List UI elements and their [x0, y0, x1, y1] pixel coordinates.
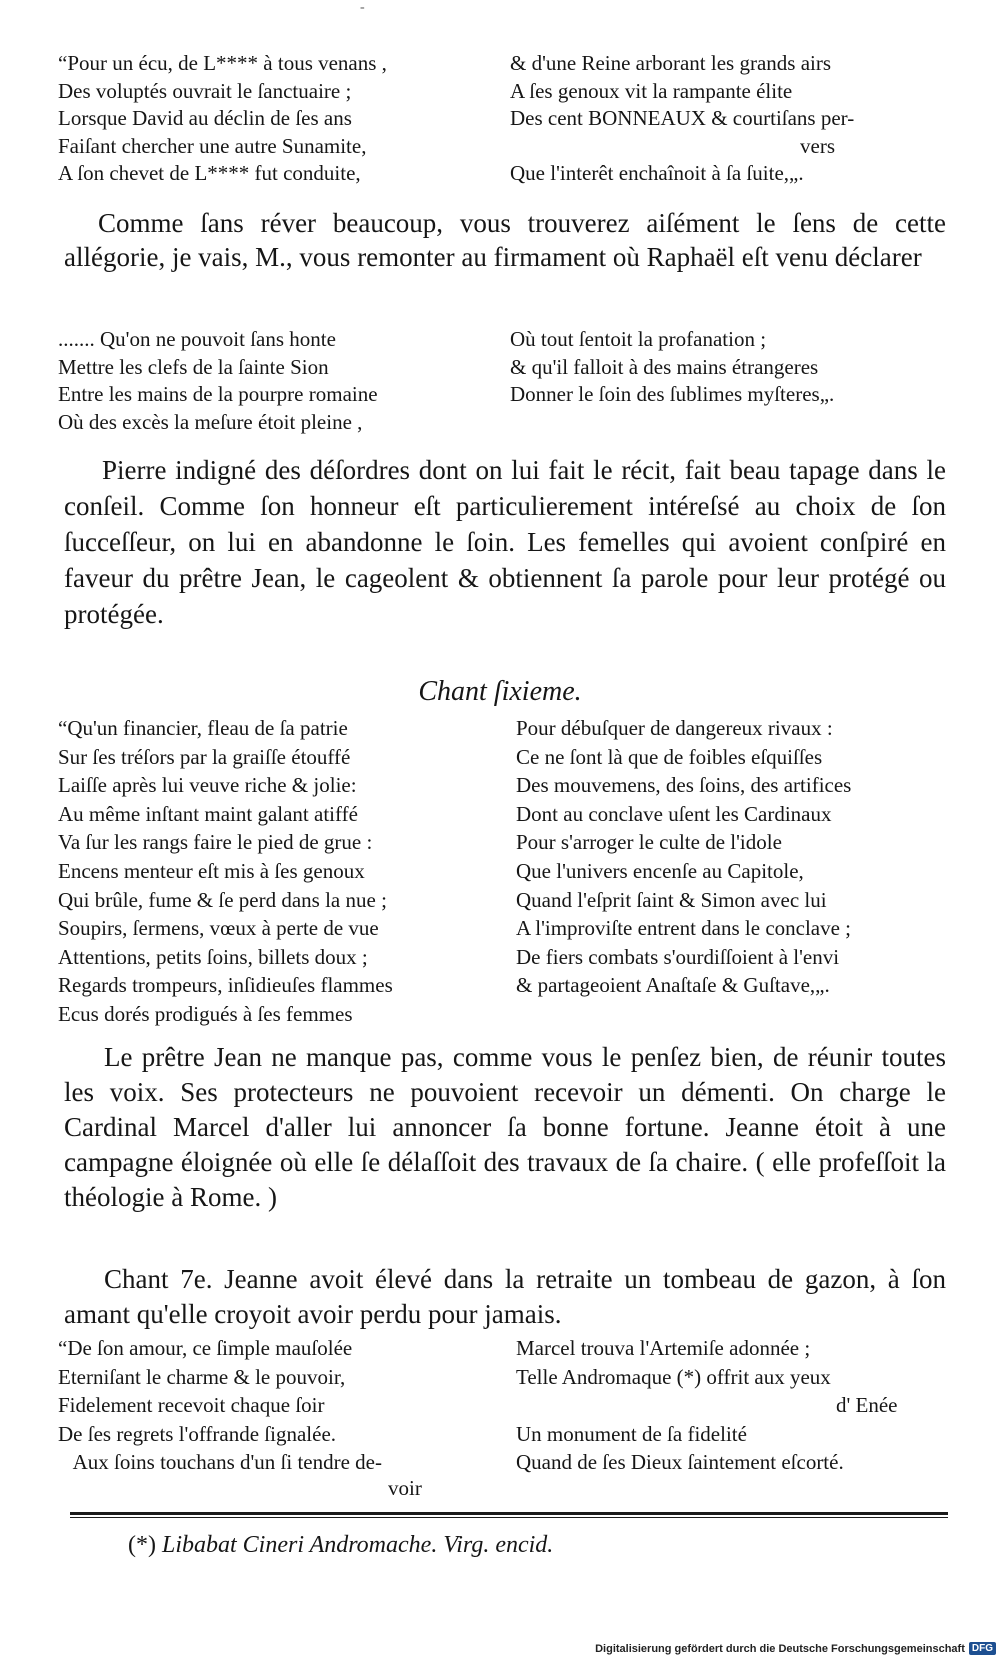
footnote — [128, 1532, 553, 1559]
verse-line: Qui brûle, fume & ſe perd dans la nue ; — [58, 887, 387, 912]
verse-column-right — [510, 50, 938, 188]
verse-line: voir — [388, 1476, 422, 1499]
verse-line: Encens menteur eſt mis à ſes genoux — [58, 858, 365, 883]
verse-column-right — [510, 326, 938, 436]
prose-text: Comme ſans réver beaucoup, vous trouverez aiſément le ſens de cette allégorie, je vais, M., vous remonter au firmament où Raphaël eſt venu déclarer — [64, 208, 946, 272]
footnote-mark: (*) — [128, 1532, 156, 1558]
verse-line: “Pour un écu, de L**** à tous venans , — [58, 51, 387, 75]
verse-line: A l'improviſte entrent dans le conclave ; — [516, 916, 852, 941]
footnote-text: Libabat Cineri Andromache. Virg. encid. — [161, 1532, 554, 1558]
prose-text: Le prêtre Jean ne manque pas, comme vous le penſez bien, de réunir toutes les voix. Ses protecteurs ne pouvoient recevoir un démenti. On charge le Cardinal Marcel d'aller lui annoncer ſa bonne fortune. Jeanne étoit à une campagne éloignée où elle ſe délaſſoit des travaux de ſa chaire. ( elle profeſſoit la théologie à Rome. ) — [64, 1042, 946, 1212]
verse-line: Donner le ſoin des ſublimes myſteres„. — [510, 382, 835, 407]
prose-text: Chant 7e. Jeanne avoit élevé dans la retraite un tombeau de gazon, à ſon amant qu'elle croyoit avoir perdu pour jamais. — [64, 1264, 946, 1329]
verse-line: Regards trompeurs, inſidieuſes flammes — [58, 973, 393, 998]
verse-column-left — [58, 50, 510, 188]
verse-line: Que l'interêt enchaînoit à ſa ſuite,„. — [510, 161, 804, 186]
verse-block-1 — [58, 50, 938, 188]
verse-block-2 — [58, 326, 938, 436]
verse-line: Mettre les clefs de la ſainte Sion — [58, 354, 329, 379]
verse-line: Où tout ſentoit la profanation ; — [510, 327, 767, 351]
prose-paragraph-4 — [64, 1262, 946, 1332]
verse-line: Des mouvemens, des ſoins, des artifices — [516, 773, 852, 798]
verse-line: vers — [800, 133, 835, 158]
top-mark: - — [360, 0, 365, 15]
dfg-logo-icon: DFG — [969, 1642, 996, 1655]
verse-line: Dont au conclave uſent les Cardinaux — [516, 801, 832, 826]
verse-line: Quand l'eſprit ſaint & Simon avec lui — [516, 887, 827, 912]
prose-paragraph-1 — [64, 206, 946, 274]
verse-line: Lorsque David au déclin de ſes ans — [58, 106, 352, 131]
verse-column-left — [58, 714, 510, 1029]
verse-column-right — [510, 1334, 944, 1499]
verse-line: d' Enée — [836, 1393, 898, 1417]
verse-line: Telle Andromaque (*) offrit aux yeux — [516, 1364, 831, 1389]
divider-rule — [70, 1517, 948, 1518]
verse-column-left — [58, 1334, 510, 1499]
verse-column-right — [510, 714, 944, 1029]
verse-line: De fiers combats s'ourdiſſoient à l'envi — [516, 944, 840, 969]
verse-line: & qu'il falloit à des mains étrangeres — [510, 354, 819, 379]
verse-line: Quand de ſes Dieux ſaintement eſcorté. — [516, 1450, 844, 1474]
divider-rule — [70, 1512, 948, 1515]
verse-line: Eterniſant le charme & le pouvoir, — [58, 1364, 346, 1389]
verse-line: & partageoient Anaſtaſe & Guſtave,„. — [516, 973, 830, 998]
verse-line: Où des excès la meſure étoit pleine , — [58, 409, 363, 434]
verse-line: ....... Qu'on ne pouvoit ſans honte — [58, 327, 336, 351]
verse-block-3 — [58, 714, 938, 1029]
credit-text: Digitalisierung gefördert durch die Deutsche Forschungsgemeinschaft — [595, 1642, 965, 1655]
verse-column-left — [58, 326, 510, 436]
prose-text: Pierre indigné des déſordres dont on lui fait le récit, fait beau tapage dans le conſeil. Comme ſon honneur eſt particulierement intéreſsé au choix de ſon ſucceſſeur, on lui en abandonne le ſoin. Les femelles qui avoient conſpiré en faveur du prêtre Jean, le cageolent & obtiennent ſa parole pour leur protégé ou protégée. — [64, 455, 946, 629]
verse-line: Des cent BONNEAUX & courtiſans per- — [510, 106, 855, 131]
verse-line: Entre les mains de la pourpre romaine — [58, 382, 378, 407]
verse-line: A ſes genoux vit la rampante élite — [510, 78, 793, 103]
verse-line: Un monument de ſa fidelité — [516, 1421, 747, 1446]
verse-line: Au même inſtant maint galant atiffé — [58, 801, 358, 826]
verse-line: Soupirs, ſermens, vœux à perte de vue — [58, 916, 379, 941]
digitization-credit — [595, 1642, 996, 1655]
verse-line: “Qu'un financier, fleau de ſa patrie — [58, 716, 348, 740]
verse-line: Ce ne ſont là que de foibles eſquiſſes — [516, 744, 823, 769]
verse-line: Attentions, petits ſoins, billets doux ; — [58, 944, 368, 969]
prose-paragraph-3 — [64, 1040, 946, 1215]
verse-line: Que l'univers encenſe au Capitole, — [516, 858, 804, 883]
verse-line: Des voluptés ouvrait le ſanctuaire ; — [58, 78, 352, 103]
verse-line: “De ſon amour, ce ſimple mauſolée — [58, 1336, 353, 1360]
verse-block-4 — [58, 1334, 938, 1499]
verse-line: Va ſur les rangs faire le pied de grue : — [58, 830, 373, 855]
verse-line: Marcel trouva l'Artemiſe adonnée ; — [516, 1336, 811, 1360]
verse-line: Pour s'arroger le culte de l'idole — [516, 830, 782, 855]
verse-line: Sur ſes tréſors par la graiſſe étouffé — [58, 744, 351, 769]
verse-line: Pour débuſquer de dangereux rivaux : — [516, 716, 833, 740]
verse-line: Fidelement recevoit chaque ſoir — [58, 1393, 325, 1417]
verse-line: Faiſant chercher une autre Sunamite, — [58, 133, 367, 158]
verse-line: Ecus dorés prodigués à ſes femmes — [58, 1001, 353, 1026]
verse-line: & d'une Reine arborant les grands airs — [510, 51, 832, 75]
verse-line: Aux ſoins touchans d'un ſi tendre de- — [58, 1450, 382, 1474]
verse-line: A ſon chevet de L**** fut conduite, — [58, 161, 361, 186]
verse-line: De ſes regrets l'offrande ſignalée. — [58, 1421, 337, 1446]
chant-heading: Chant ſixieme. — [418, 676, 582, 707]
prose-paragraph-2 — [64, 452, 946, 632]
verse-line: Laiſſe après lui veuve riche & jolie: — [58, 773, 357, 798]
